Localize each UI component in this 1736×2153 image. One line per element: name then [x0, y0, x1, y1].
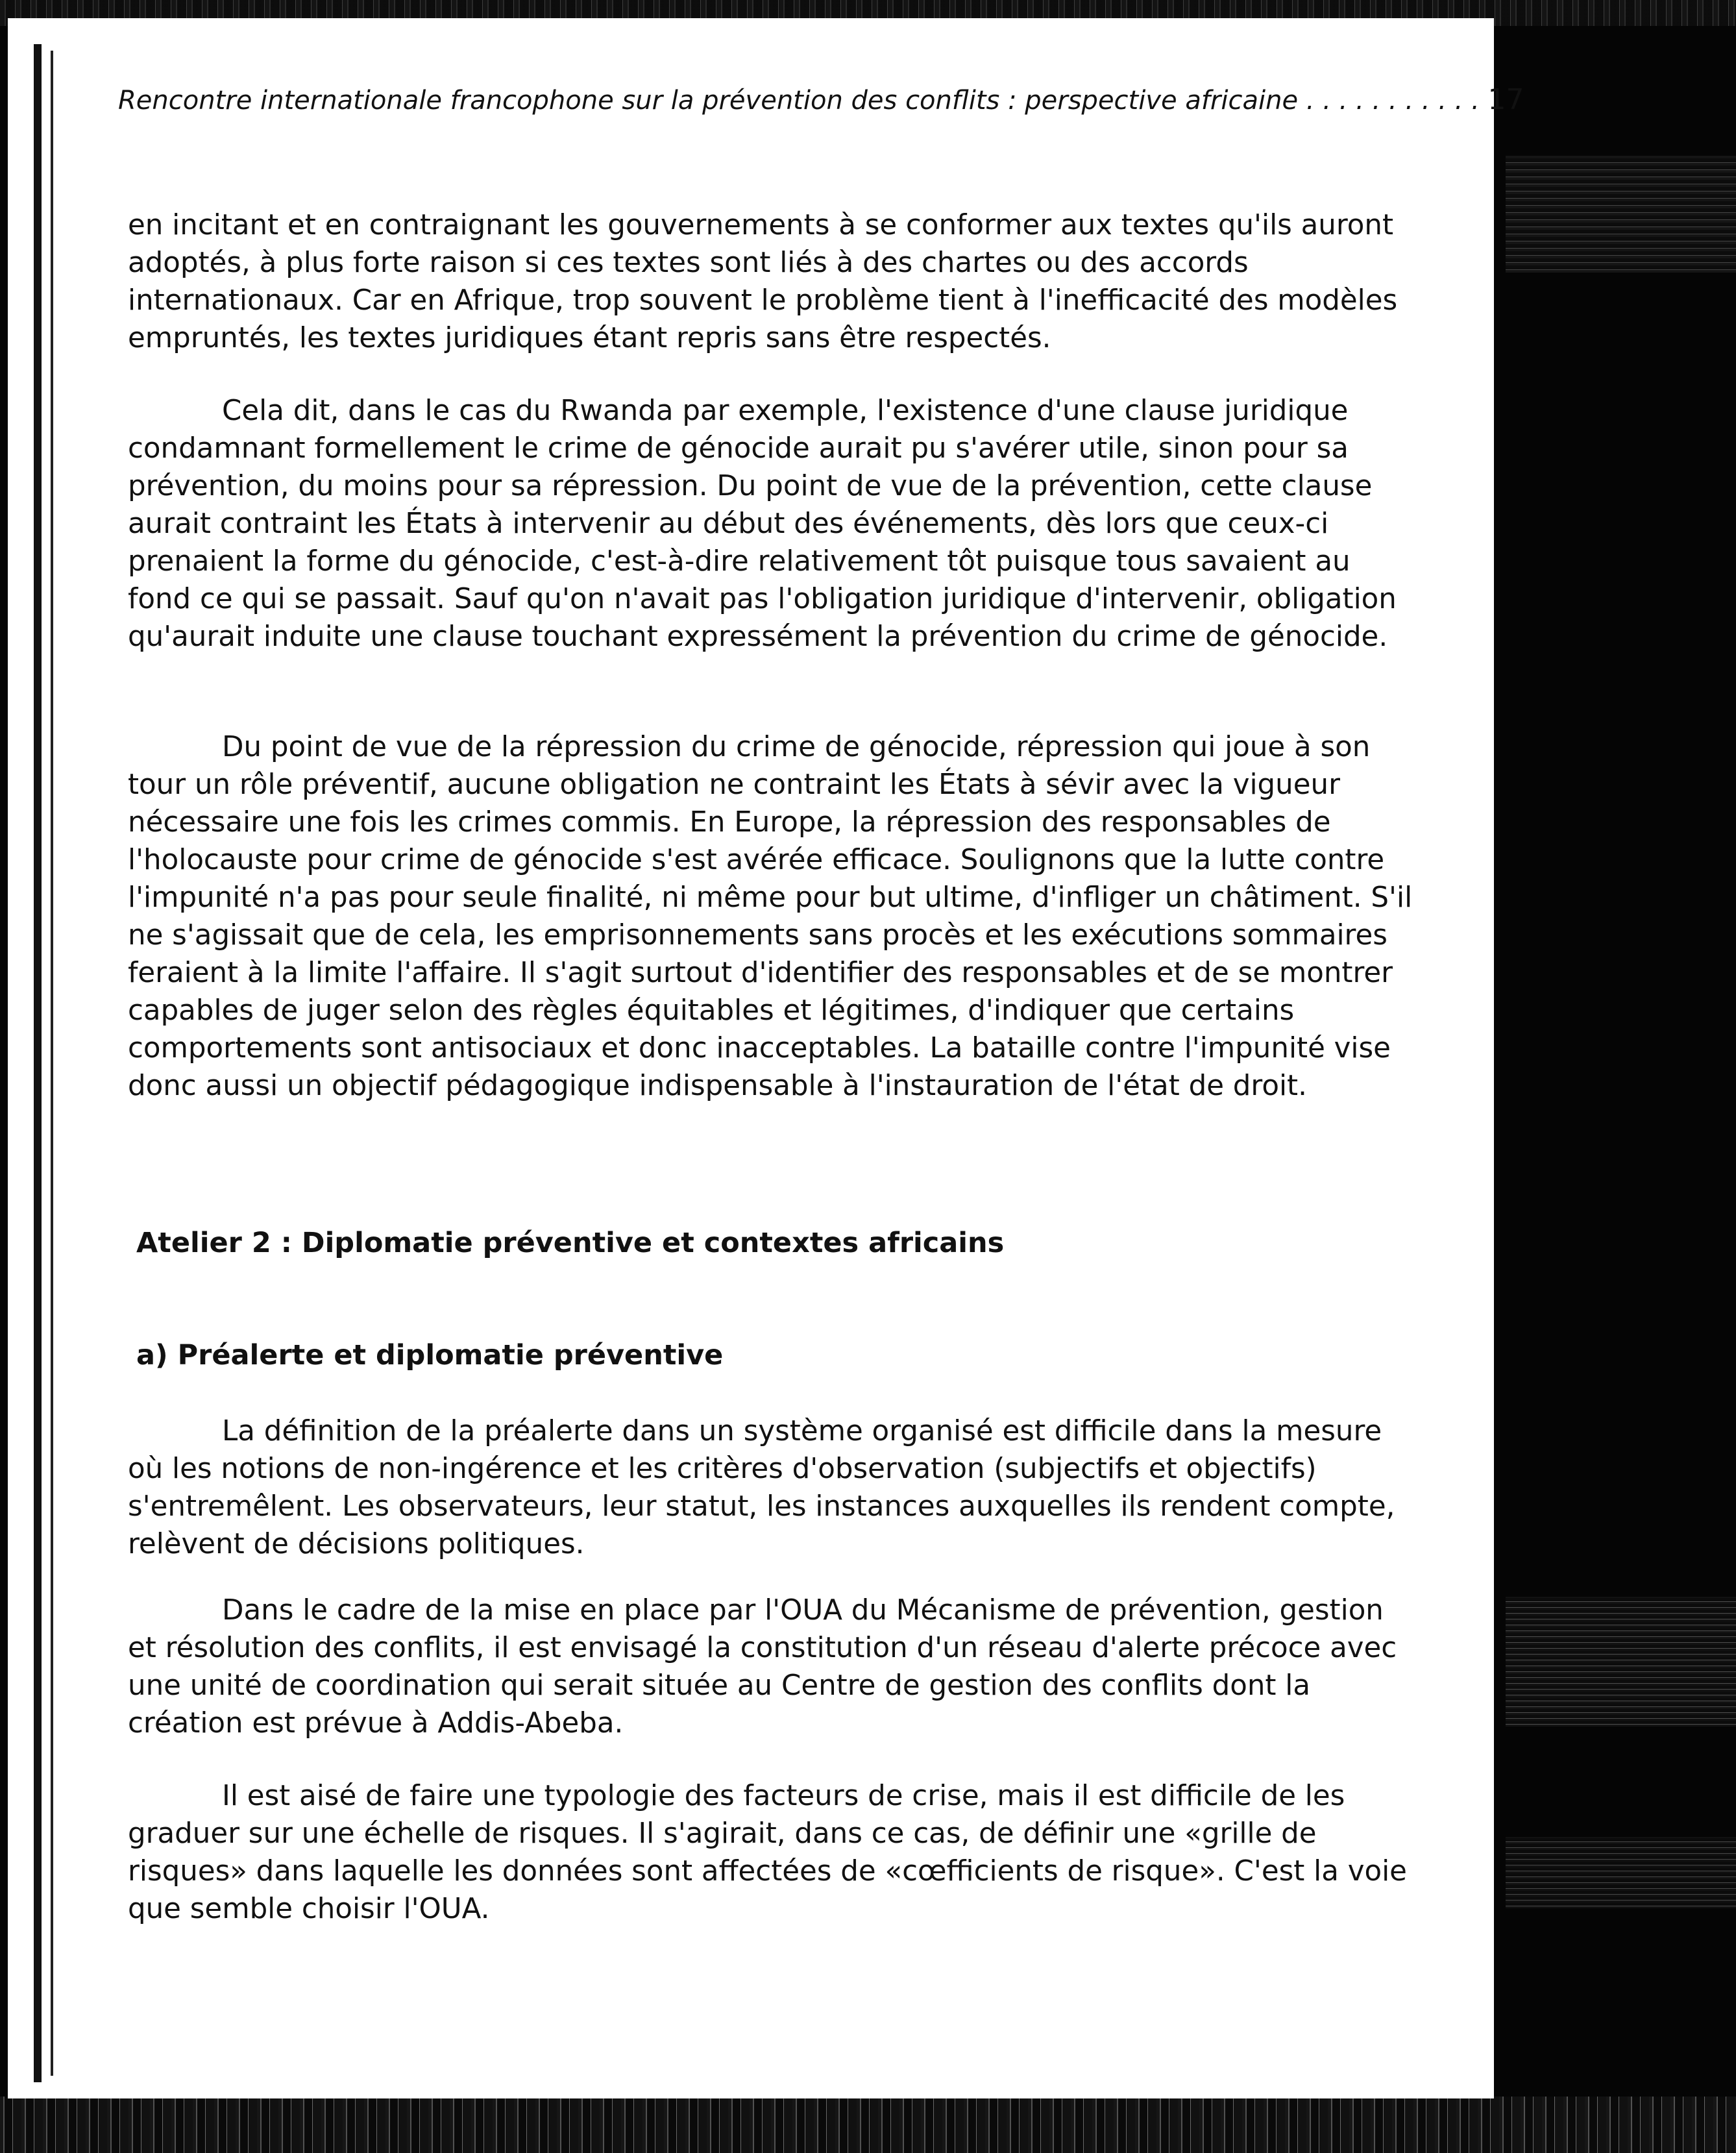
running-header [118, 83, 1524, 116]
paragraph-6: Il est aisé de faire une typologie des facteurs de crise, mais il est difficile de les graduer sur une échelle de risques. Il s'agirait, dans ce cas, de définir une «grille de risques» dans laquelle les données sont affectées de «cœfficients de risque». C'est la voie que semble choisir l'OUA. [128, 1780, 1407, 1925]
scan-noise-right-bottom [1506, 1837, 1736, 1908]
scan-noise-right [1506, 156, 1736, 273]
paragraph-2: Cela dit, dans le cas du Rwanda par exemple, l'existence d'une clause juridique condamnant formellement le crime de génocide aurait pu s'avérer utile, sinon pour sa prévention, du moins pour sa répression. Du point de vue de la prévention, cette clause aurait contraint les États à intervenir au début des événements, dès lors que ceux-ci prenaient la forme du génocide, c'est-à-dire relativement tôt puisque tous savaient au fond ce qui se passait. Sauf qu'on n'avait pas l'obligation juridique d'intervenir, obligation qu'aurait induite une clause touchant expressément la prévention du crime de génocide. [128, 395, 1397, 653]
paragraph-1: en incitant et en contraignant les gouvernements à se conformer aux textes qu'ils auront adoptés, à plus forte raison si ces textes sont liés à des chartes ou des accords internationaux. Car en Afrique, trop souvent le problème tient à l'inefficacité des modèles empruntés, les textes juridiques étant repris sans être respectés. [128, 209, 1398, 354]
atelier-heading: Atelier 2 : Diplomatie préventive et contextes africains [136, 1227, 1005, 1259]
section-heading: a) Préalerte et diplomatie préventive [136, 1339, 724, 1372]
paragraph-4: La définition de la préalerte dans un système organisé est difficile dans la mesure où les notions de non-ingérence et les critères d'observation (subjectifs et objectifs) s'entremêlent. Les observateurs, leur statut, les instances auxquelles ils rendent compte, relèvent de décisions politiques. [128, 1415, 1395, 1560]
scan-noise-right-lower [1506, 1597, 1736, 1727]
running-title: Rencontre internationale francophone sur la prévention des conflits : perspective africaine . . . . . . . . . . . [118, 86, 1480, 116]
scan-noise-bottom [0, 2097, 1736, 2153]
document-page [8, 18, 1524, 2098]
page-number: 17 [1487, 83, 1524, 116]
page-binding-edge [34, 44, 42, 2082]
paragraph-5: Dans le cadre de la mise en place par l'OUA du Mécanisme de prévention, gestion et résolution des conflits, il est envisagé la constitution d'un réseau d'alerte précoce avec une unité de coordination qui serait située au Centre de gestion des conflits dont la création est prévue à Addis-Abeba. [128, 1594, 1397, 1740]
page-binding-edge-inner [51, 51, 53, 2076]
paragraph-3: Du point de vue de la répression du crime de génocide, répression qui joue à son tour un rôle préventif, aucune obligation ne contraint les États à sévir avec la vigueur nécessaire une fois les crimes commis. En Europe, la répression des responsables de l'holocauste pour crime de génocide s'est avérée efficace. Soulignons que la lutte contre l'impunité n'a pas pour seule finalité, ni même pour but ultime, d'infliger un châtiment. S'il ne s'agissait que de cela, les emprisonnements sans procès et les exécutions sommaires feraient à la limite l'affaire. Il s'agit surtout d'identifier des responsables et de se montrer capables de juger selon des règles équitables et légitimes, d'indiquer que certains comportements sont antisociaux et donc inacceptables. La bataille contre l'impunité vise donc aussi un objectif pédagogique indispensable à l'instauration de l'état de droit. [128, 731, 1413, 1102]
